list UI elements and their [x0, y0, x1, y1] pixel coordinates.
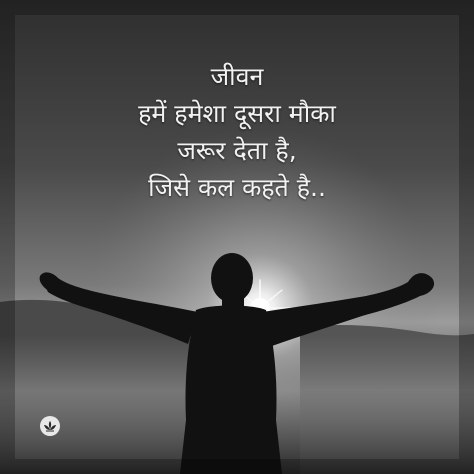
- quote-text: [0, 58, 474, 206]
- quote-line-4: जिसे कल कहते है..: [148, 173, 326, 202]
- quote-line-1: जीवन: [210, 62, 264, 91]
- quote-line-3: जरूर देता है,: [177, 136, 297, 165]
- lotus-logo-icon: [40, 416, 60, 436]
- quote-line-2: हमें हमेशा दूसरा मौका: [138, 99, 336, 128]
